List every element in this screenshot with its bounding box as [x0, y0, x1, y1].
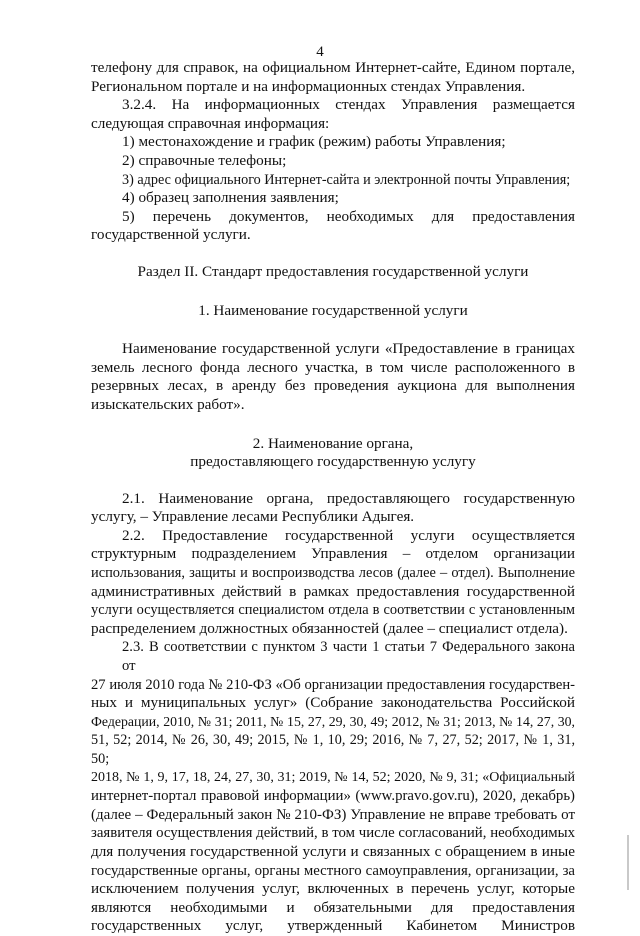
paragraph-service-name — [91, 340, 575, 414]
text-line: Региональном портале и на информационных стендах Управления. — [91, 77, 526, 95]
text-line: 51, 52; 2014, № 26, 30, 49; 2015, № 1, 10, 29; 2016, № 7, 27, 52; 2017, № 1, 31, 50; — [91, 732, 575, 767]
heading-line: предоставляющего государственную услугу — [190, 453, 476, 471]
text-line: услуги осуществляется специалистом отдела в соответствии с установленным — [91, 602, 575, 619]
text-line: использования, защиты и воспроизводства лесов (далее – отдел). Выполнение — [91, 565, 575, 582]
text-line: Федерации, 2010, № 31; 2011, № 15, 27, 29, 30, 49; 2012, № 31; 2013, № 14, 27, 30, — [91, 713, 575, 729]
list-item: 4) образец заполнения заявления; — [122, 189, 339, 207]
text-line: заявителя осуществления действий, в том числе согласований, необходимых — [91, 825, 575, 842]
text-line: государственных услуг, утвержденный Кабинетом Министров — [91, 917, 575, 935]
page-number: 4 — [316, 44, 324, 60]
subsection-heading-1: 1. Наименование государственной услуги — [198, 301, 468, 319]
paragraph-2-3 — [91, 638, 575, 936]
text-line: Наименование государственной услуги «Предоставление в границах — [122, 340, 575, 358]
text-line: 2.1. Наименование органа, предоставляющего государственную — [122, 489, 575, 507]
text-line: изыскательских работ». — [91, 395, 245, 413]
info-list — [91, 133, 575, 245]
text-line: распределением должностных обязанностей (далее – специалист отдела). — [91, 619, 568, 637]
document-body — [91, 59, 575, 936]
subsection-heading-2 — [91, 435, 575, 472]
paragraph-2-2 — [91, 527, 575, 639]
list-item: 3) адрес официального Интернет-сайта и электронной почты Управления; — [122, 171, 571, 188]
text-line: 2.2. Предоставление государственной услуги осуществляется — [122, 526, 575, 544]
list-item-continuation: государственной услуги. — [91, 226, 251, 244]
list-item: 1) местонахождение и график (режим) работы Управления; — [122, 133, 506, 151]
text-line: резервных лесах, в аренду без проведения аукциона для выполнения — [91, 377, 575, 395]
text-line: 2018, № 1, 9, 17, 18, 24, 27, 30, 31; 2019, № 14, 52; 2020, № 9, 31; «Официальный — [91, 769, 575, 785]
text-line: ных и муниципальных услуг» (Собрание законодательства Российской — [91, 694, 575, 712]
paragraph-intro-continuation — [91, 59, 575, 96]
heading-line: 2. Наименование органа, — [252, 434, 414, 452]
section-title: Раздел II. Стандарт предоставления государственной услуги — [137, 262, 529, 280]
text-line: 27 июля 2010 года № 210-ФЗ «Об организации предоставления государствен- — [91, 676, 575, 693]
list-item: 5) перечень документов, необходимых для предоставления — [122, 207, 575, 225]
text-line: интернет-портал правовой информации» (www.pravo.gov.ru), 2020, декабрь) — [91, 788, 575, 805]
text-line: услугу, – Управление лесами Республики Адыгея. — [91, 508, 415, 526]
text-line: административных действий в рамках предоставления государственной — [91, 582, 575, 600]
text-line: 3.2.4. На информационных стендах Управления размещается — [122, 96, 575, 114]
paragraph-3-2-4 — [91, 96, 575, 133]
list-item: 2) справочные телефоны; — [122, 151, 287, 169]
text-line: телефону для справок, на официальном Интернет-сайте, Едином портале, — [91, 59, 575, 76]
text-line: 2.3. В соответствии с пунктом 3 части 1 статьи 7 Федерального закона от — [122, 639, 575, 675]
scan-edge-mark — [627, 835, 629, 890]
text-line: являются необходимыми и обязательными для предоставления — [91, 898, 575, 916]
text-line: исключением получения услуг, включенных в перечень услуг, которые — [91, 880, 575, 898]
paragraph-2-1 — [91, 490, 575, 527]
text-line: земель лесного фонда лесного участка, в том числе расположенного в — [91, 358, 575, 376]
text-line: для получения государственной услуги и связанных с обращением в иные — [91, 842, 575, 860]
text-line: следующая справочная информация: — [91, 114, 330, 132]
text-line: структурным подразделением Управления – отделом организации — [91, 545, 575, 563]
text-line: (далее – Федеральный закон № 210-ФЗ) Управление не вправе требовать от — [91, 806, 575, 823]
text-line: государственные органы, органы местного самоуправления, организации, за — [91, 862, 575, 879]
